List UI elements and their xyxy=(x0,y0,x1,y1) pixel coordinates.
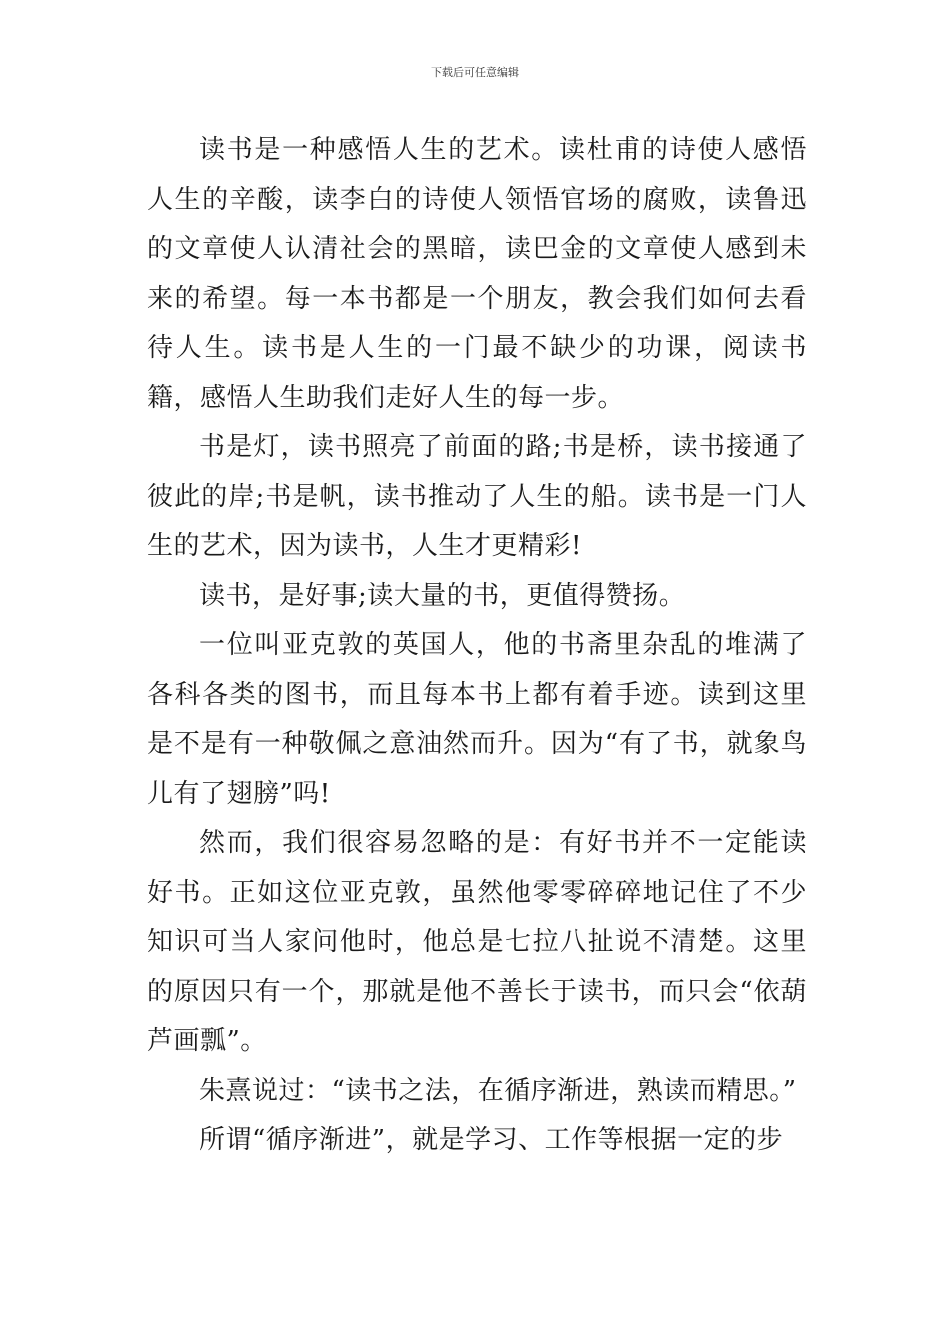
paragraph: 读书，是好事;读大量的书，更值得赞扬。 xyxy=(199,580,686,611)
paragraph: 所谓“循序渐进”，就是学习、工作等根据一定的步 xyxy=(199,1125,784,1155)
paragraph: 书是灯，读书照亮了前面的路;书是桥，读书接通了彼此的岸;书是帆，读书推动了人生的船。读书是一门人生的艺术，因为读书，人生才更精彩! xyxy=(147,432,807,561)
paragraph: 然而，我们很容易忽略的是：有好书并不一定能读好书。正如这位亚克敦，虽然他零零碎碎地记住了不少知识可当人家问他时，他总是七拉八扯说不清楚。这里的原因只有一个，那就是他不善长于读书，而只会“依葫芦画瓢”。 xyxy=(147,828,807,1056)
paragraph: 一位叫亚克敦的英国人，他的书斋里杂乱的堆满了各科各类的图书，而且每本书上都有着手迹。读到这里是不是有一种敬佩之意油然而升。因为“有了书，就象鸟儿有了翅膀”吗! xyxy=(147,630,807,809)
paragraph: 朱熹说过：“读书之法，在循序渐进，熟读而精思。” xyxy=(199,1075,797,1106)
document-body xyxy=(147,126,807,1166)
page-header: 下载后可任意编辑 xyxy=(431,66,519,79)
paragraph: 读书是一种感悟人生的艺术。读杜甫的诗使人感悟人生的辛酸，读李白的诗使人领悟官场的腐败，读鲁迅的文章使人认清社会的黑暗，读巴金的文章使人感到未来的希望。每一本书都是一个朋友，教会我们如何去看待人生。读书是人生的一门最不缺少的功课，阅读书籍，感悟人生助我们走好人生的每一步。 xyxy=(147,135,807,413)
